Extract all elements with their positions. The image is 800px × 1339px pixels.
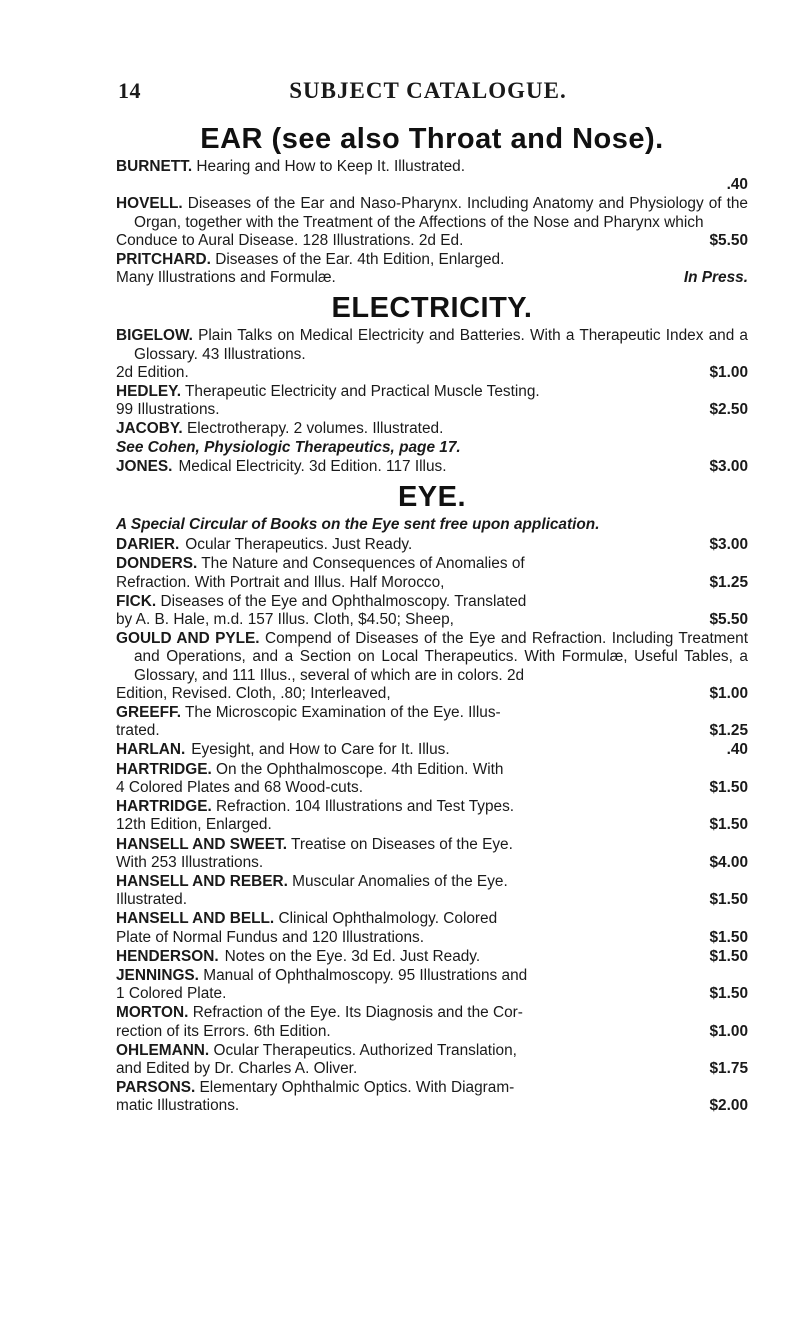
catalogue-entry: [116, 195, 748, 250]
entry-description: Diseases of the Eye and Ophthalmoscopy. Translated: [160, 592, 527, 610]
entry-price: $1.00: [709, 1022, 748, 1040]
entry-description: Plain Talks on Medical Electricity and Batteries. With a Therapeutic Index and a Glossary. 43 Illustrations.: [134, 327, 748, 363]
entry-detail: Notes on the Eye. 3d Ed. Just Ready.: [224, 947, 481, 965]
entry-description: Therapeutic Electricity and Practical Muscle Testing.: [185, 383, 540, 401]
entry-author: HEDLEY.: [116, 383, 181, 401]
entry-price: $1.75: [709, 1059, 748, 1077]
entry-detail: Conduce to Aural Disease. 128 Illustrations. 2d Ed.: [116, 231, 464, 249]
entry-author: PARSONS.: [116, 1079, 196, 1097]
entry-description: The Nature and Consequences of Anomalies of: [201, 555, 525, 573]
entry-detail: Eyesight, and How to Care for It. Illus.: [191, 741, 450, 759]
entry-author: HARLAN.: [116, 741, 186, 759]
catalogue-entry: [116, 1079, 748, 1115]
entry-author: HARTRIDGE.: [116, 798, 212, 816]
entry-detail: Refraction. With Portrait and Illus. Half Morocco,: [116, 573, 445, 591]
entry-description: Muscular Anomalies of the Eye.: [292, 872, 508, 890]
entry-description: Hearing and How to Keep It. Illustrated.: [196, 158, 466, 175]
entry-price: $2.50: [709, 401, 748, 419]
entry-author: MORTON.: [116, 1004, 189, 1022]
entry-detail: See Cohen, Physiologic Therapeutics, page 17.: [116, 438, 461, 456]
entry-detail: 12th Edition, Enlarged.: [116, 816, 272, 834]
entry-detail: rection of its Errors. 6th Edition.: [116, 1022, 331, 1040]
catalogue-entry: [116, 251, 748, 287]
catalogue-entry: [116, 910, 748, 946]
entry-price: .40: [726, 176, 748, 194]
entry-detail: Plate of Normal Fundus and 120 Illustrations.: [116, 928, 424, 946]
entry-detail: matic Illustrations.: [116, 1097, 240, 1115]
entry-detail: Illustrated.: [116, 891, 188, 909]
entry-author: DONDERS.: [116, 555, 198, 573]
catalogue-entry: [116, 383, 748, 419]
entry-description: Compend of Diseases of the Eye and Refraction. Including Treatment and Operations, and a Section on Local Therapeutics. With Formulæ, Useful Tables, a Glossary, and 111 Illus., several of which are in colors. 2d: [134, 630, 748, 684]
catalogue-entry: [116, 420, 748, 456]
entry-detail: With 253 Illustrations.: [116, 853, 264, 871]
entry-detail: Edition, Revised. Cloth, .80; Interleaved,: [116, 684, 391, 702]
entry-price: $1.50: [709, 891, 748, 909]
entry-description: On the Ophthalmoscope. 4th Edition. With: [216, 760, 504, 778]
entry-detail: 1 Colored Plate.: [116, 985, 227, 1003]
running-head: SUBJECT CATALOGUE.: [289, 78, 567, 103]
catalogue-entry: [116, 593, 748, 629]
catalogue-entry: [116, 536, 748, 554]
page-header: [118, 78, 738, 108]
entry-price: $1.25: [709, 573, 748, 591]
entry-author: JONES.: [116, 457, 173, 475]
catalogue-entry: [116, 967, 748, 1003]
catalogue-entry: [116, 1042, 748, 1078]
entry-detail: and Edited by Dr. Charles A. Oliver.: [116, 1059, 358, 1077]
entry-detail: trated.: [116, 722, 160, 740]
entry-description: Refraction of the Eye. Its Diagnosis and the Cor-: [192, 1004, 523, 1022]
entry-author: HANSELL AND BELL.: [116, 910, 275, 928]
catalogue-entry: [116, 948, 748, 966]
entry-description: Clinical Ophthalmology. Colored: [278, 910, 498, 928]
entry-author: HOVELL.: [116, 195, 183, 213]
entry-author: HARTRIDGE.: [116, 760, 212, 778]
entry-detail: 2d Edition.: [116, 363, 189, 381]
section-heading: EAR (see also Throat and Nose).: [200, 123, 664, 155]
catalogue-entry: [116, 630, 748, 703]
entry-price: $1.50: [709, 778, 748, 796]
entry-description: Manual of Ophthalmoscopy. 95 Illustrations and: [203, 966, 528, 984]
entry-author: PRITCHARD.: [116, 251, 211, 269]
entry-author: OHLEMANN.: [116, 1041, 210, 1059]
entry-detail: Medical Electricity. 3d Edition. 117 Illus.: [178, 457, 447, 475]
entry-price: In Press.: [683, 269, 748, 287]
entry-detail: Ocular Therapeutics. Just Ready.: [185, 536, 413, 554]
entry-price: $4.00: [709, 853, 748, 871]
entry-description: The Microscopic Examination of the Eye. Illus-: [185, 704, 501, 722]
entry-price: $5.50: [709, 611, 748, 629]
section-heading: ELECTRICITY.: [331, 292, 533, 325]
catalogue-entry: [116, 158, 748, 194]
entry-detail: Many Illustrations and Formulæ.: [116, 269, 336, 287]
entry-price: $3.00: [709, 457, 748, 475]
entry-detail: by A. B. Hale, m.d. 157 Illus. Cloth, $4.50; Sheep,: [116, 611, 454, 629]
catalogue-entry: [116, 761, 748, 797]
entry-price: $3.00: [709, 536, 748, 554]
entry-author: FICK.: [116, 592, 157, 610]
section-heading: EYE.: [397, 481, 467, 514]
entry-description: Electrotherapy. 2 volumes. Illustrated.: [187, 420, 444, 438]
catalogue-body: [116, 118, 748, 1117]
entry-author: JENNINGS.: [116, 966, 199, 984]
catalogue-entry: [116, 704, 748, 740]
entry-description: Diseases of the Ear and Naso-Pharynx. Including Anatomy and Physiology of the Organ, together with the Treatment of the Affections of the Nose and Pharynx which: [134, 195, 748, 231]
entry-price: $1.50: [709, 947, 748, 965]
catalogue-entry: [116, 555, 748, 591]
entry-description: Refraction. 104 Illustrations and Test Types.: [216, 798, 515, 816]
entry-author: DARIER.: [116, 536, 180, 554]
entry-description: Diseases of the Ear. 4th Edition, Enlarged.: [215, 251, 505, 269]
entry-author: HENDERSON.: [116, 947, 219, 965]
entry-author: GREEFF.: [116, 704, 181, 722]
entry-description: Ocular Therapeutics. Authorized Translation,: [213, 1041, 517, 1059]
catalogue-entry: [116, 1004, 748, 1040]
entry-price: $1.50: [709, 816, 748, 834]
section-note: A Special Circular of Books on the Eye sent free upon application.: [116, 516, 600, 534]
catalogue-entry: [116, 836, 748, 872]
entry-author: JACOBY.: [116, 420, 183, 438]
entry-author: GOULD AND PYLE.: [116, 630, 260, 648]
entry-price: $5.50: [709, 231, 748, 249]
entry-price: $1.00: [709, 684, 748, 702]
entry-description: Treatise on Diseases of the Eye.: [291, 835, 513, 853]
entry-author: HANSELL AND SWEET.: [116, 835, 288, 853]
entry-price: $1.50: [709, 928, 748, 946]
catalogue-entry: [116, 458, 748, 476]
entry-author: BURNETT.: [116, 158, 193, 175]
entry-author: BIGELOW.: [116, 327, 193, 345]
page-number: 14: [118, 78, 141, 103]
catalogue-entry: [116, 741, 748, 759]
entry-author: HANSELL AND REBER.: [116, 872, 288, 890]
catalogue-entry: [116, 873, 748, 909]
entry-detail: 99 Illustrations.: [116, 401, 220, 419]
entry-description: Elementary Ophthalmic Optics. With Diagram-: [199, 1079, 515, 1097]
entry-price: $1.25: [709, 722, 748, 740]
entry-price: $1.00: [709, 363, 748, 381]
entry-price: $1.50: [709, 985, 748, 1003]
catalogue-entry: [116, 798, 748, 834]
entry-price: $2.00: [709, 1097, 748, 1115]
entry-detail: 4 Colored Plates and 68 Wood-cuts.: [116, 778, 363, 796]
entry-price: .40: [726, 741, 748, 759]
catalogue-entry: [116, 327, 748, 382]
